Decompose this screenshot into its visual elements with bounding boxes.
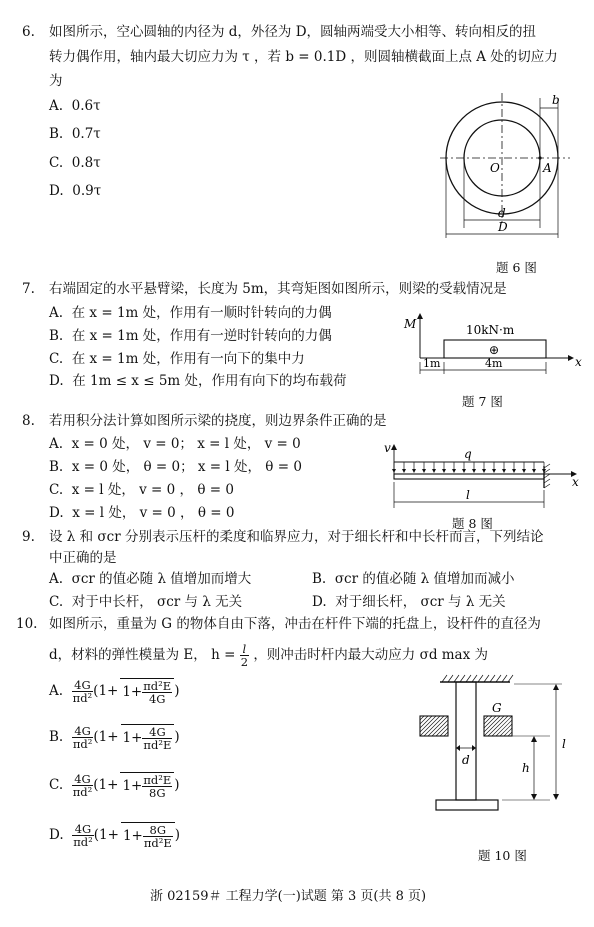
q6-option-b: B. 0.7τ bbox=[49, 126, 101, 142]
q9-number: 9. bbox=[22, 529, 35, 545]
page-footer: 浙 02159＃ 工程力学(一)试题 第 3 页(共 8 页) bbox=[150, 889, 427, 904]
q8-figure-cantilever bbox=[380, 438, 585, 516]
q8-option-b: B. x = 0 处， θ = 0； x = l 处， θ = 0 bbox=[49, 459, 302, 475]
q6-stem-line2: 转力偶作用，轴内最大切应力为 τ ，若 b = 0.1D ，则圆轴横截面上点 A 处的切应力 bbox=[49, 49, 558, 65]
q6-number: 6. bbox=[22, 24, 35, 40]
q8-option-c: C. x = l 处， v = 0 ， θ = 0 bbox=[49, 482, 234, 498]
q10-option-c: C. $\frac{4G}{\text{πd²}}$ (1+ 1+ $\frac{\text{πd²E}}{8G}$ ) bbox=[49, 772, 180, 800]
q6-figure-hollow-shaft bbox=[440, 88, 580, 248]
q9-option-b: B. σcr 的值必随 λ 值增加而减小 bbox=[312, 571, 515, 587]
q7-caption: 题 7 图 bbox=[462, 394, 503, 409]
q8-label-x: x bbox=[572, 475, 579, 489]
q8-option-a: A. x = 0 处， v = 0； x = l 处， v = 0 bbox=[49, 436, 301, 452]
q8-label-q: q bbox=[464, 447, 472, 461]
q10-label-h: h bbox=[522, 761, 530, 775]
q10-option-d: D. $\frac{4G}{\text{πd²}}$ (1+ 1+ $\frac{8G}{\text{πd²E}}$ ) bbox=[49, 822, 181, 850]
q9-option-a: A. σcr 的值必随 λ 值增加而增大 bbox=[49, 571, 252, 587]
q7-label-moment: 10kN·m bbox=[466, 323, 515, 337]
q10-caption: 题 10 图 bbox=[478, 848, 527, 863]
q6-label-d: d bbox=[498, 206, 506, 220]
q10-option-b: B. $\frac{4G}{\text{πd²}}$ (1+ 1+ $\frac{4G}{\text{πd²E}}$ ) bbox=[49, 724, 180, 752]
q6-stem-line1: 如图所示，空心圆轴的内径为 d，外径为 D，圆轴两端受大小相等、转向相反的扭 bbox=[49, 24, 537, 40]
q7-option-a: A. 在 x = 1m 处，作用有一顺时针转向的力偶 bbox=[49, 305, 332, 321]
q8-option-d: D. x = l 处， v = 0 ， θ = 0 bbox=[49, 505, 235, 521]
q9-stem-line1: 设 λ 和 σcr 分别表示压杆的柔度和临界应力，对于细长杆和中长杆而言，下列结论 bbox=[49, 529, 544, 545]
q10-option-a: A. $\frac{4G}{\text{πd²}}$ (1+ 1+ $\frac{\text{πd²E}}{4G}$ ) bbox=[49, 678, 180, 706]
q10-fixed-support-hatching bbox=[442, 675, 513, 682]
q7-positive-sign: ⊕ bbox=[489, 343, 500, 357]
q8-label-v: v bbox=[384, 441, 391, 455]
q10-label-l: l bbox=[562, 737, 566, 751]
q10-figure-impact-rod bbox=[410, 672, 580, 820]
q9-option-c: C. 对于中长杆， σcr 与 λ 无关 bbox=[49, 594, 243, 610]
q9-stem-line2: 中正确的是 bbox=[49, 550, 117, 566]
q7-label-1m: 1m bbox=[423, 357, 441, 370]
q7-label-x: x bbox=[575, 355, 582, 369]
q9-option-d: D. 对于细长杆， σcr 与 λ 无关 bbox=[312, 594, 506, 610]
q6-label-D: D bbox=[498, 220, 508, 234]
q10-stem-line2: d，材料的弹性模量为 E， h = $\frac{l}{2}$ ，则冲击时杆内最大动应力 σd max 为 bbox=[49, 642, 489, 669]
q7-label-m: M bbox=[404, 317, 417, 331]
q6-option-d: D. 0.9τ bbox=[49, 183, 102, 199]
q6-caption: 题 6 图 bbox=[496, 260, 537, 275]
q8-stem: 若用积分法计算如图所示梁的挠度，则边界条件正确的是 bbox=[49, 413, 387, 429]
q7-option-b: B. 在 x = 1m 处，作用有一逆时针转向的力偶 bbox=[49, 328, 332, 344]
q7-number: 7. bbox=[22, 281, 35, 297]
q7-option-c: C. 在 x = 1m 处，作用有一向下的集中力 bbox=[49, 351, 305, 367]
q7-label-4m: 4m bbox=[485, 357, 503, 370]
q8-caption: 题 8 图 bbox=[452, 516, 493, 531]
q6-stem-line3: 为 bbox=[49, 73, 63, 89]
q7-figure-moment-diagram bbox=[400, 310, 585, 385]
q6-option-c: C. 0.8τ bbox=[49, 155, 101, 171]
q8-number: 8. bbox=[22, 413, 35, 429]
q6-option-a: A. 0.6τ bbox=[49, 98, 101, 114]
q6-label-a: A bbox=[543, 161, 552, 175]
q6-label-o: O bbox=[490, 161, 500, 175]
q7-option-d: D. 在 1m ≤ x ≤ 5m 处，作用有向下的均布载荷 bbox=[49, 373, 347, 389]
q7-stem: 右端固定的水平悬臂梁，长度为 5m，其弯矩图如图所示，则梁的受载情况是 bbox=[49, 281, 507, 297]
q10-label-d: d bbox=[462, 753, 470, 767]
q10-label-g: G bbox=[492, 701, 502, 715]
q8-label-l: l bbox=[466, 488, 470, 502]
q6-label-b: b bbox=[552, 93, 560, 107]
q10-number: 10. bbox=[16, 616, 38, 632]
q10-stem-line1: 如图所示，重量为 G 的物体自由下落，冲击在杆件下端的托盘上，设杆件的直径为 bbox=[49, 616, 541, 632]
q8-distributed-load-arrows bbox=[392, 462, 546, 473]
q10-weight-G-hatching bbox=[420, 716, 512, 736]
